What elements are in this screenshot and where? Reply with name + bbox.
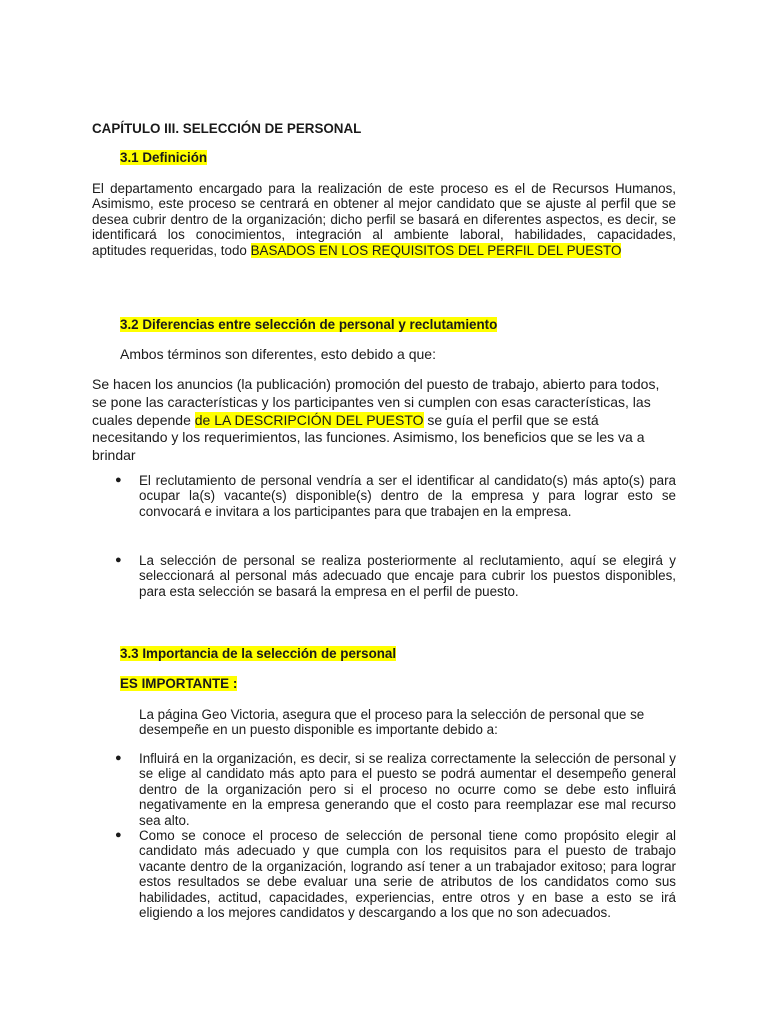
section-3-2-paragraph-pre: Se hacen los anuncios (la publicación) promoción del puesto de trabajo, abierto para todos, se pone las características y los participantes ven si cumplen con esas características, las cuales depende	[92, 376, 660, 428]
section-3-3-subheading	[120, 676, 237, 691]
section-3-2-paragraph-highlight: de LA DESCRIPCIÓN DEL PUESTO	[194, 411, 424, 428]
list-item-text: Influirá en la organización, es decir, si se realiza correctamente la selección de personal y se elige al candidato más apto para el puesto se podrá aumentar el desempeño general dentro de la organización pero si el proceso no ocurre como se debe esto influirá negativamente en la empresa generando que el costo para reemplazar ese mal recurso sea alto.	[139, 751, 676, 828]
section-3-3-heading-text: 3.3 Importancia de la selección de personal	[120, 646, 397, 661]
list-item-text: El reclutamiento de personal vendría a ser el identificar al candidato(s) más apto(s) para ocupar la(s) vacante(s) disponible(s) dentro de la empresa y para lograr esto se convocará e invitara a los participantes para que trabajen en la empresa.	[139, 473, 676, 519]
section-3-3-subheading-text: ES IMPORTANTE :	[120, 676, 238, 691]
bullet-icon: ●	[115, 752, 122, 764]
list-item-text: Como se conoce el proceso de selección de personal tiene como propósito elegir al candidato más adecuado y que cumpla con los requisitos para el puesto de trabajo vacante dentro de la organización, logrando así tener a un trabajador exitoso; para lograr estos resultados se debe evaluar una serie de atributos de los candidatos como sus habilidades, actitud, capacidades, experiencias, entre otros y en base a esto se irá eligiendo a los mejores candidatos y descargando a los que no son adecuados.	[139, 828, 676, 921]
section-3-3-bullet-list	[115, 751, 676, 921]
section-3-1-heading	[120, 150, 207, 165]
section-3-2-bullet-list-2	[115, 553, 676, 599]
section-3-2-heading-text: 3.2 Diferencias entre selección de personal y reclutamiento	[120, 317, 498, 332]
bullet-icon: ●	[115, 554, 122, 566]
section-3-1-heading-text: 3.1 Definición	[120, 150, 208, 165]
bullet-icon: ●	[115, 474, 122, 486]
section-3-2-heading	[120, 317, 497, 332]
section-3-3-intro: La página Geo Victoria, asegura que el proceso para la selección de personal que se desempeñe en un puesto disponible es importante debido a:	[139, 707, 645, 738]
bullet-icon: ●	[115, 829, 122, 842]
section-3-1-paragraph-text: El departamento encargado para la realización de este proceso es el de Recursos Humanos, Asimismo, este proceso se centrará en obtener al mejor candidato que se ajuste al perfil que se desea cubrir dentro de la organización; dicho perfil se basará en diferentes aspectos, es decir, se identificará los conocimientos, integración al ambiente laboral, habilidades, capacidades, aptitudes requeridas, todo	[92, 181, 676, 258]
list-item	[115, 828, 676, 921]
section-3-2-paragraph-post: se guía el perfil que se está necesitando y los requerimientos, las funciones. Asimismo, los beneficios que se les va a brindar	[92, 411, 645, 464]
list-item	[115, 553, 676, 599]
chapter-title: CAPÍTULO III. SELECCIÓN DE PERSONAL	[92, 121, 362, 136]
section-3-1-paragraph-highlight: BASADOS EN LOS REQUISITOS DEL PERFIL DEL PUESTO	[250, 242, 622, 258]
section-3-1-paragraph	[92, 181, 676, 258]
list-item	[115, 751, 676, 828]
section-3-3-heading	[120, 646, 396, 661]
list-item-text: La selección de personal se realiza posteriormente al reclutamiento, aquí se elegirá y seleccionará al personal más adecuado que encaje para cubrir los puestos disponibles, para esta selección se basará la empresa en el perfil de puesto.	[139, 553, 676, 599]
section-3-2-paragraph	[92, 376, 676, 465]
list-item	[115, 473, 676, 519]
section-3-2-intro: Ambos términos son diferentes, esto debido a que:	[120, 346, 436, 362]
section-3-2-bullet-list-1	[115, 473, 676, 519]
